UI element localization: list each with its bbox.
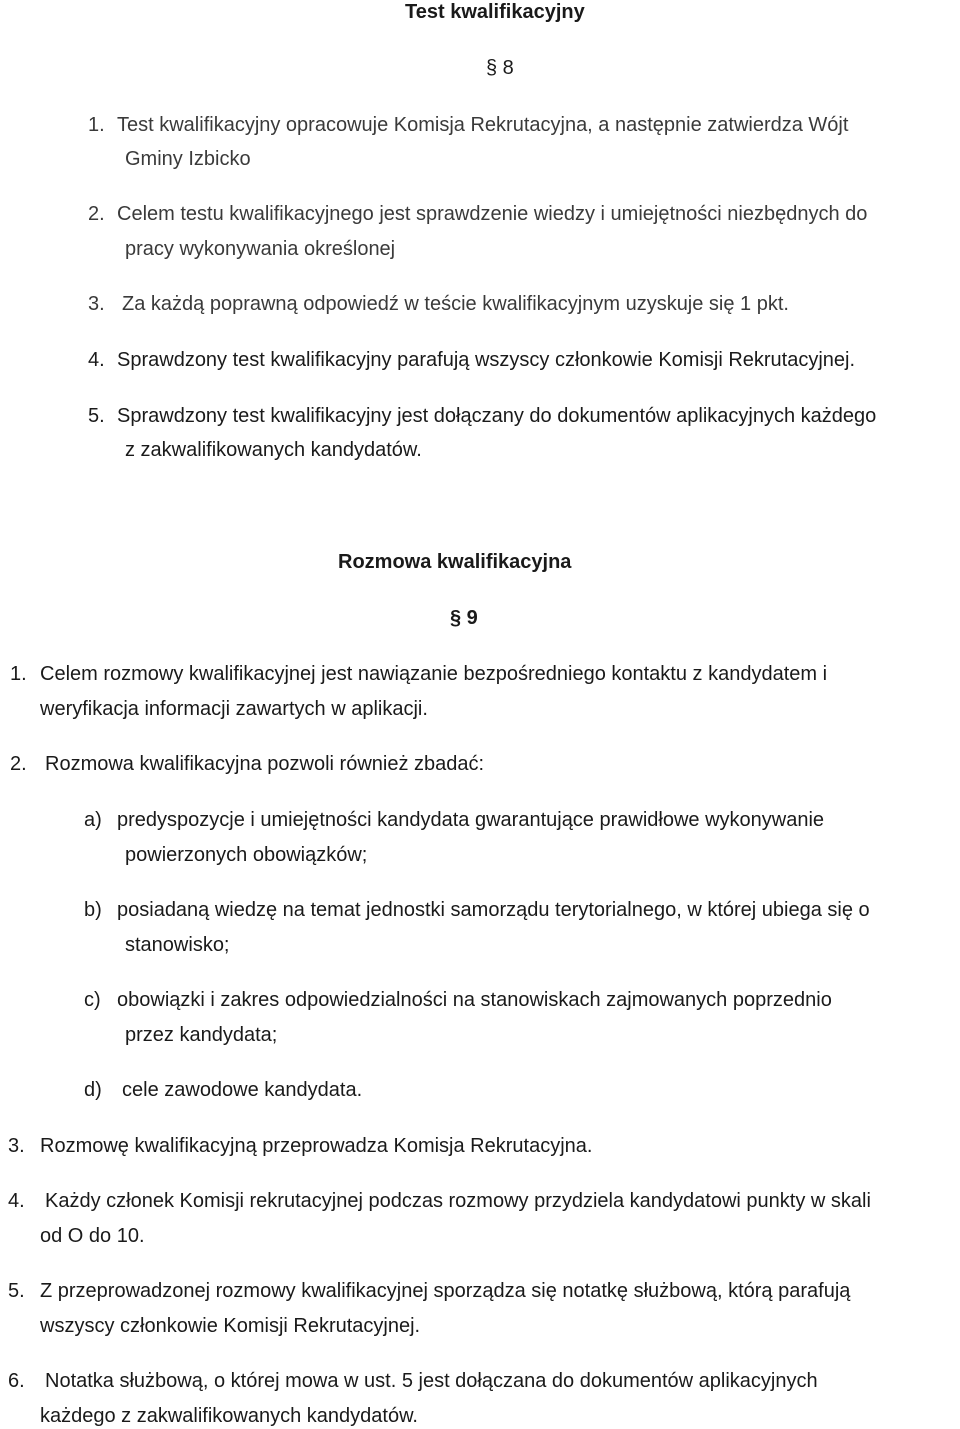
item-line: Rozmowa kwalifikacyjna pozwoli również zbadać: [45,753,485,775]
section-8-title: Test kwalifikacyjny [405,1,585,23]
item-line: Każdy członek Komisji rekrutacyjnej podczas rozmowy przydziela kandydatowi punkty w skali [45,1190,871,1212]
item-number: 6. [8,1370,25,1392]
item-number: 2. [88,203,105,225]
item-number: 4. [8,1190,25,1212]
item-line: weryfikacja informacji zawartych w aplikacji. [40,698,428,720]
item-line: Z przeprowadzonej rozmowy kwalifikacyjnej sporządza się notatkę służbową, którą parafują [40,1280,851,1302]
item-number: 1. [88,114,105,136]
item-line: Sprawdzony test kwalifikacyjny parafują wszyscy członkowie Komisji Rekrutacyjnej. [117,349,856,371]
item-line: Celem rozmowy kwalifikacyjnej jest nawiązanie bezpośredniego kontaktu z kandydatem i [40,663,828,685]
item-line: Notatka służbową, o której mowa w ust. 5 jest dołączana do dokumentów aplikacyjnych [45,1370,818,1392]
item-line: Gminy Izbicko [125,148,251,170]
item-line: Rozmowę kwalifikacyjną przeprowadza Komisja Rekrutacyjna. [40,1135,593,1157]
section-8-paragraph-mark: § 8 [486,57,514,79]
item-line: wszyscy członkowie Komisji Rekrutacyjnej. [40,1315,421,1337]
section-9-title: Rozmowa kwalifikacyjna [338,551,572,573]
subitem-line: powierzonych obowiązków; [125,844,368,866]
subitem-letter: d) [84,1079,102,1101]
item-line: Test kwalifikacyjny opracowuje Komisja Rekrutacyjna, a następnie zatwierdza Wójt [117,114,849,136]
subitem-line: przez kandydata; [125,1024,278,1046]
subitem-line: cele zawodowe kandydata. [122,1079,363,1101]
subitem-letter: c) [84,989,101,1011]
subitem-letter: a) [84,809,102,831]
subitem-line: obowiązki i zakres odpowiedzialności na stanowiskach zajmowanych poprzednio [117,989,832,1011]
item-line: Celem testu kwalifikacyjnego jest sprawdzenie wiedzy i umiejętności niezbędnych do [117,203,868,225]
subitem-line: posiadaną wiedzę na temat jednostki samorządu terytorialnego, w której ubiega się o [117,899,870,921]
item-line: z zakwalifikowanych kandydatów. [125,439,422,461]
item-line: Za każdą poprawną odpowiedź w teście kwalifikacyjnym uzyskuje się 1 pkt. [122,293,789,315]
item-number: 4. [88,349,105,371]
subitem-line: predyspozycje i umiejętności kandydata gwarantujące prawidłowe wykonywanie [117,809,825,831]
item-number: 3. [88,293,105,315]
subitem-letter: b) [84,899,102,921]
item-number: 2. [10,753,27,775]
item-number: 5. [8,1280,25,1302]
item-line: Sprawdzony test kwalifikacyjny jest dołączany do dokumentów aplikacyjnych każdego [117,405,877,427]
subitem-line: stanowisko; [125,934,230,956]
item-number: 1. [10,663,27,685]
item-line: od O do 10. [40,1225,145,1247]
item-number: 5. [88,405,105,427]
item-number: 3. [8,1135,25,1157]
item-line: pracy wykonywania określonej [125,238,396,260]
item-line: każdego z zakwalifikowanych kandydatów. [40,1405,418,1427]
section-9-paragraph-mark: § 9 [450,607,478,629]
